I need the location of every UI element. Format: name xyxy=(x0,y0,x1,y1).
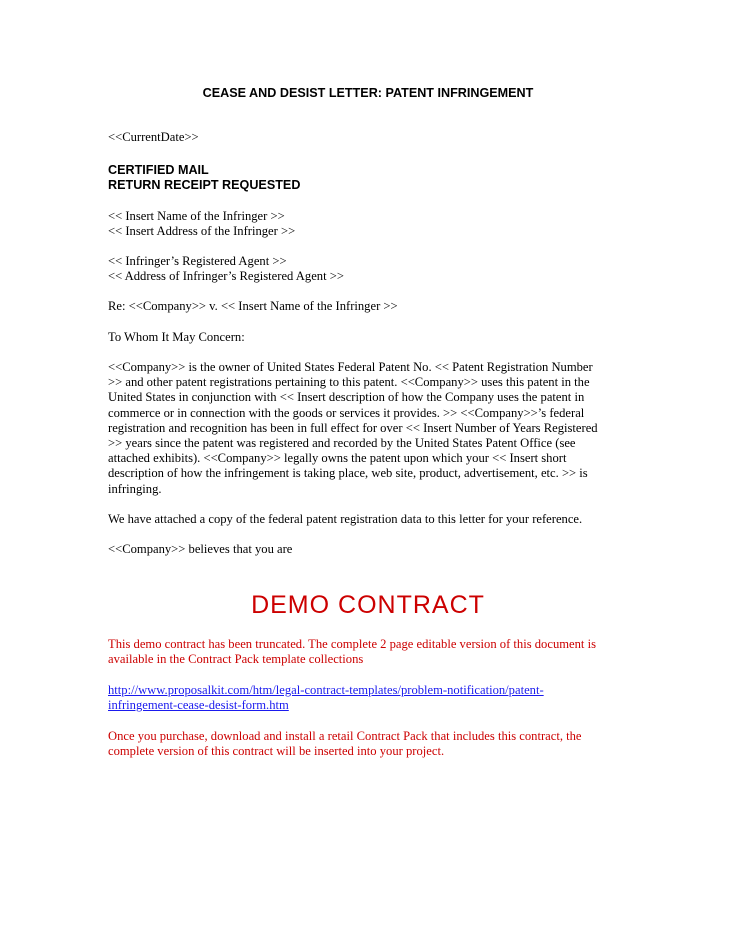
purchase-line: Once you purchase, download and install a retail Contract Pack that includes this contract, the xyxy=(108,729,582,743)
contract-link[interactable] xyxy=(108,683,628,713)
attached-paragraph: We have attached a copy of the federal patent registration data to this letter for your reference. xyxy=(108,512,583,526)
body-line: United States in conjunction with << Insert description of how the Company uses the patent in xyxy=(108,390,585,405)
agent-address: << Address of Infringer’s Registered Agent >> xyxy=(108,269,344,284)
purchase-notice xyxy=(108,729,628,759)
salutation: To Whom It May Concern: xyxy=(108,330,245,344)
body-line: >> and other patent registrations pertaining to this patent. <<Company>> uses this patent in the xyxy=(108,375,590,390)
contract-link-line[interactable]: http://www.proposalkit.com/htm/legal-contract-templates/problem-notification/patent- xyxy=(108,683,544,697)
body-line: >> years since the patent was registered and recorded by the United States Patent Office (see xyxy=(108,436,576,451)
current-date: <<CurrentDate>> xyxy=(108,130,199,144)
re-line: Re: <<Company>> v. << Insert Name of the Infringer >> xyxy=(108,299,398,313)
body-line: attached exhibits). <<Company>> legally owns the patent upon which your << Insert short xyxy=(108,451,567,466)
body-line: infringing. xyxy=(108,481,162,496)
mailing-line: CERTIFIED MAIL xyxy=(108,163,209,177)
truncated-notice xyxy=(108,637,628,667)
purchase-line: complete version of this contract will be inserted into your project. xyxy=(108,744,445,759)
contract-link-line[interactable]: infringement-cease-desist-form.htm xyxy=(108,698,289,713)
body-paragraph xyxy=(108,360,628,497)
body-line: commerce or in connection with the goods or services it provides. >> <<Company>>’s federal xyxy=(108,405,585,420)
body-line: registration and recognition has been in full effect for over << Insert Number of Years Registered xyxy=(108,420,598,435)
infringer-name: << Insert Name of the Infringer >> xyxy=(108,209,285,223)
believes-paragraph: <<Company>> believes that you are xyxy=(108,542,293,556)
agent-block xyxy=(108,254,628,284)
demo-contract-heading: DEMO CONTRACT xyxy=(251,591,485,619)
truncated-line: This demo contract has been truncated. The complete 2 page editable version of this document is xyxy=(108,637,596,651)
body-line: <<Company>> is the owner of United States Federal Patent No. << Patent Registration Number xyxy=(108,360,593,374)
body-line: description of how the infringement is taking place, web site, product, advertisement, etc. >> is xyxy=(108,466,588,481)
infringer-address: << Insert Address of the Infringer >> xyxy=(108,224,296,239)
truncated-line: available in the Contract Pack template collections xyxy=(108,652,364,667)
agent-name: << Infringer’s Registered Agent >> xyxy=(108,254,287,268)
mailing-line: RETURN RECEIPT REQUESTED xyxy=(108,178,301,193)
document-title: CEASE AND DESIST LETTER: PATENT INFRINGEMENT xyxy=(202,86,534,100)
mailing-notice xyxy=(108,163,628,194)
infringer-block xyxy=(108,209,628,239)
